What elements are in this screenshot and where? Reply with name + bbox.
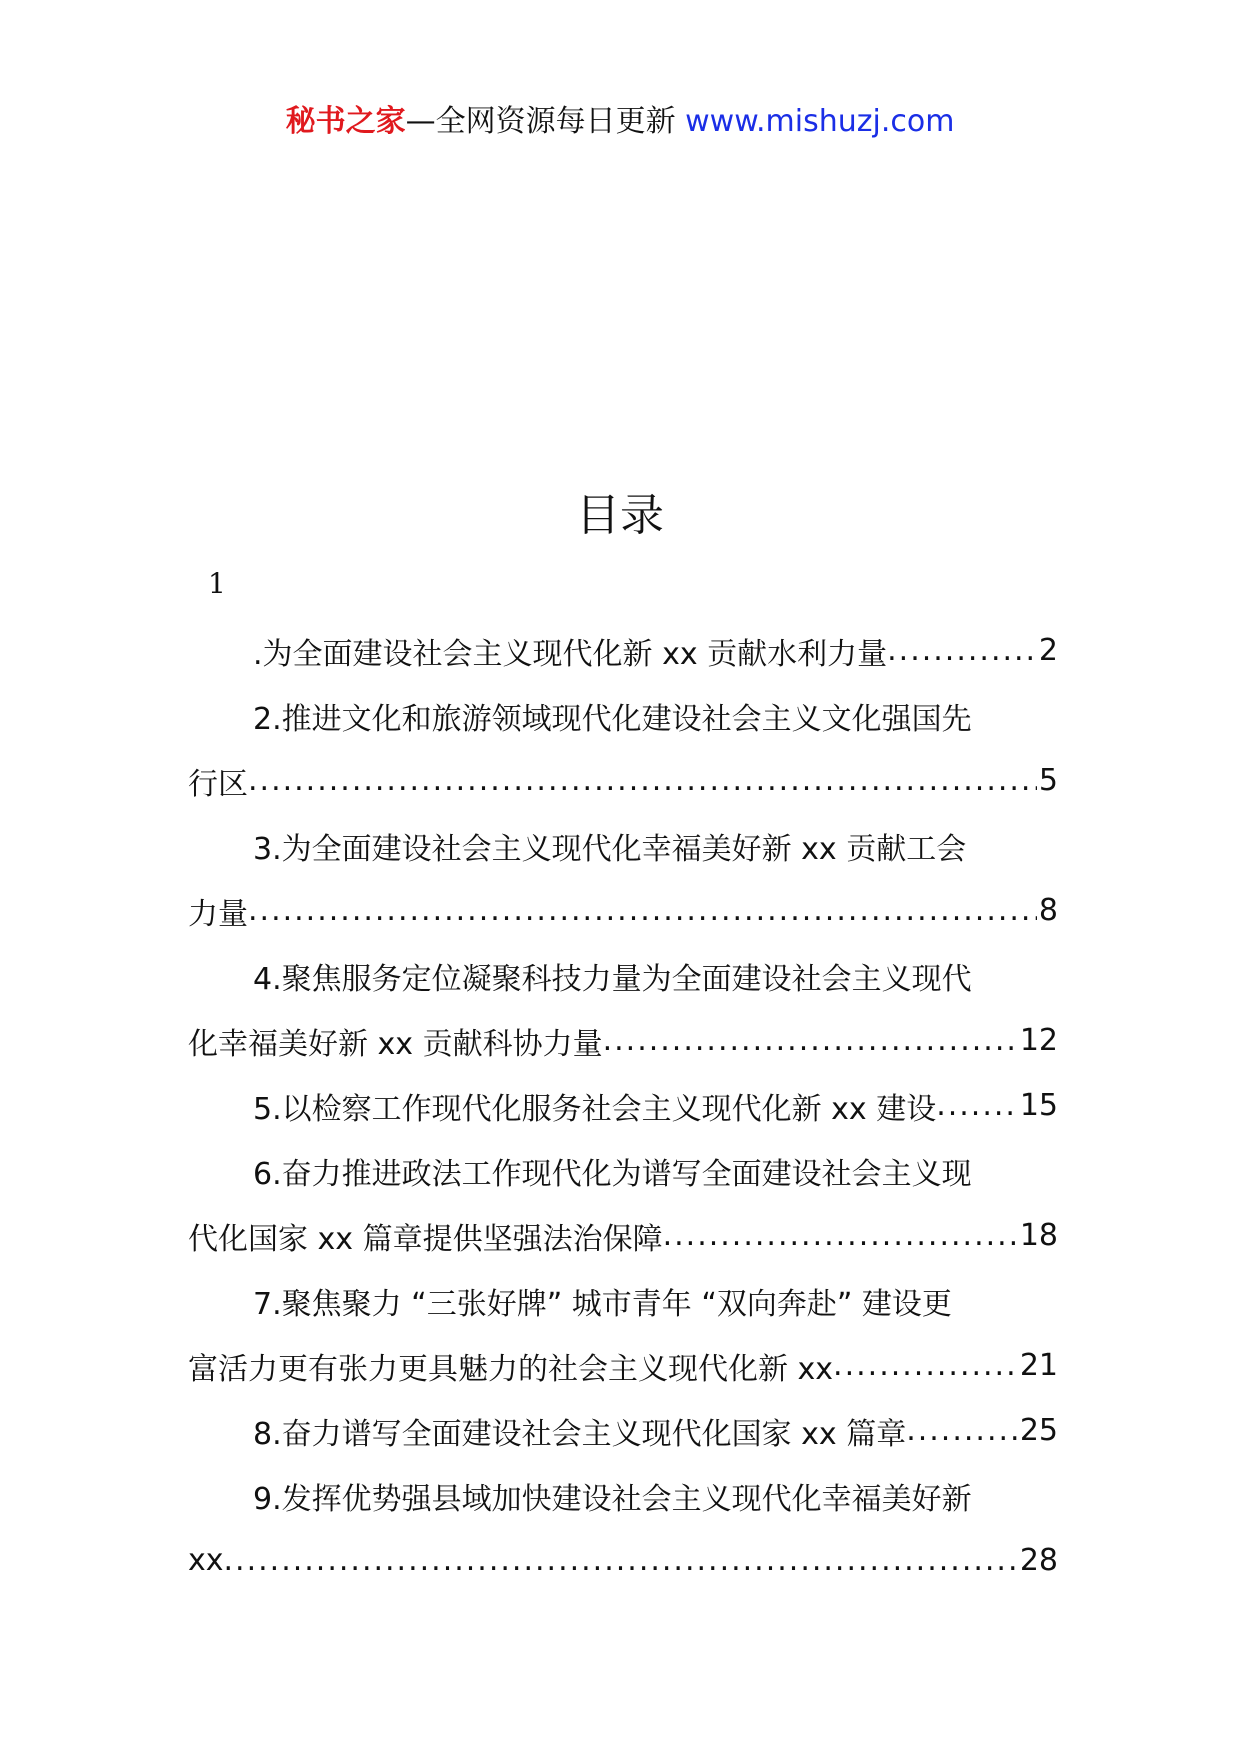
toc-page-number: 21 xyxy=(1019,1348,1058,1383)
dot-leader xyxy=(906,1413,1018,1448)
toc-entry-9-continued[interactable] xyxy=(188,1528,1058,1593)
site-banner xyxy=(0,100,1240,144)
toc-entry-6-continued[interactable] xyxy=(188,1203,1058,1268)
dot-leader xyxy=(248,893,1037,928)
toc-entry-text: xx xyxy=(188,1543,224,1578)
toc-page-number: 28 xyxy=(1019,1543,1058,1578)
toc-entry-2-continued[interactable] xyxy=(188,748,1058,813)
toc-entry-text: 代化国家 xx 篇章提供坚强法治保障 xyxy=(188,1221,663,1257)
toc-page-number: 18 xyxy=(1019,1218,1058,1253)
site-url-link[interactable]: www.mishuzj.com xyxy=(685,104,955,139)
dot-leader xyxy=(936,1088,1018,1123)
toc-page-number: 15 xyxy=(1019,1088,1058,1123)
toc-entry-text: 6.奋力推进政法工作现代化为谱写全面建设社会主义现 xyxy=(253,1156,972,1192)
toc-entry-text: 3.为全面建设社会主义现代化幸福美好新 xx 贡献工会 xyxy=(253,831,967,867)
toc-entry-text: 化幸福美好新 xx 贡献科协力量 xyxy=(188,1026,603,1062)
toc-entry-6[interactable] xyxy=(188,1138,1058,1203)
dot-leader xyxy=(603,1023,1018,1058)
toc-entry-4[interactable] xyxy=(188,943,1058,1008)
toc-entry-text: 富活力更有张力更具魅力的社会主义现代化新 xx xyxy=(188,1351,834,1387)
banner-tagline: —全网资源每日更新 xyxy=(405,104,686,139)
toc-entry-5[interactable] xyxy=(188,1073,1058,1138)
toc-entry-3[interactable] xyxy=(188,813,1058,878)
toc-entry-text: 4.聚焦服务定位凝聚科技力量为全面建设社会主义现代 xyxy=(253,961,972,997)
table-of-contents xyxy=(188,618,1058,1593)
toc-entry-7[interactable] xyxy=(188,1268,1058,1333)
toc-entry-text: 2.推进文化和旅游领域现代化建设社会主义文化强国先 xyxy=(253,701,972,737)
toc-entry-7-continued[interactable] xyxy=(188,1333,1058,1398)
toc-entry-9[interactable] xyxy=(188,1463,1058,1528)
stray-number: 1 xyxy=(208,567,226,600)
dot-leader xyxy=(663,1218,1018,1253)
toc-entry-text: 9.发挥优势强县域加快建设社会主义现代化幸福美好新 xyxy=(253,1481,972,1517)
toc-entry-text: .为全面建设社会主义现代化新 xx 贡献水利力量 xyxy=(253,636,888,672)
toc-entry-8[interactable] xyxy=(188,1398,1058,1463)
toc-entry-2[interactable] xyxy=(188,683,1058,748)
dot-leader xyxy=(248,763,1037,798)
toc-entry-3-continued[interactable] xyxy=(188,878,1058,943)
toc-entry-text: 行区 xyxy=(188,766,248,802)
dot-leader xyxy=(224,1543,1018,1578)
toc-entry-text: 7.聚焦聚力 “三张好牌” 城市青年 “双向奔赴” 建设更 xyxy=(253,1286,952,1322)
toc-page-number: 8 xyxy=(1038,893,1058,928)
toc-title: 目录 xyxy=(576,490,664,541)
toc-page-number: 2 xyxy=(1038,633,1058,668)
toc-entry-text: 5.以检察工作现代化服务社会主义现代化新 xx 建设 xyxy=(253,1091,937,1127)
toc-page-number: 5 xyxy=(1038,763,1058,798)
dot-leader xyxy=(833,1348,1018,1383)
toc-page-number: 12 xyxy=(1019,1023,1058,1058)
toc-page-number: 25 xyxy=(1019,1413,1058,1448)
toc-entry-text: 力量 xyxy=(188,896,248,932)
dot-leader xyxy=(887,633,1037,668)
toc-entry-text: 8.奋力谱写全面建设社会主义现代化国家 xx 篇章 xyxy=(253,1416,907,1452)
brand-name: 秘书之家 xyxy=(285,104,406,139)
toc-entry-1[interactable] xyxy=(188,618,1058,683)
toc-entry-4-continued[interactable] xyxy=(188,1008,1058,1073)
